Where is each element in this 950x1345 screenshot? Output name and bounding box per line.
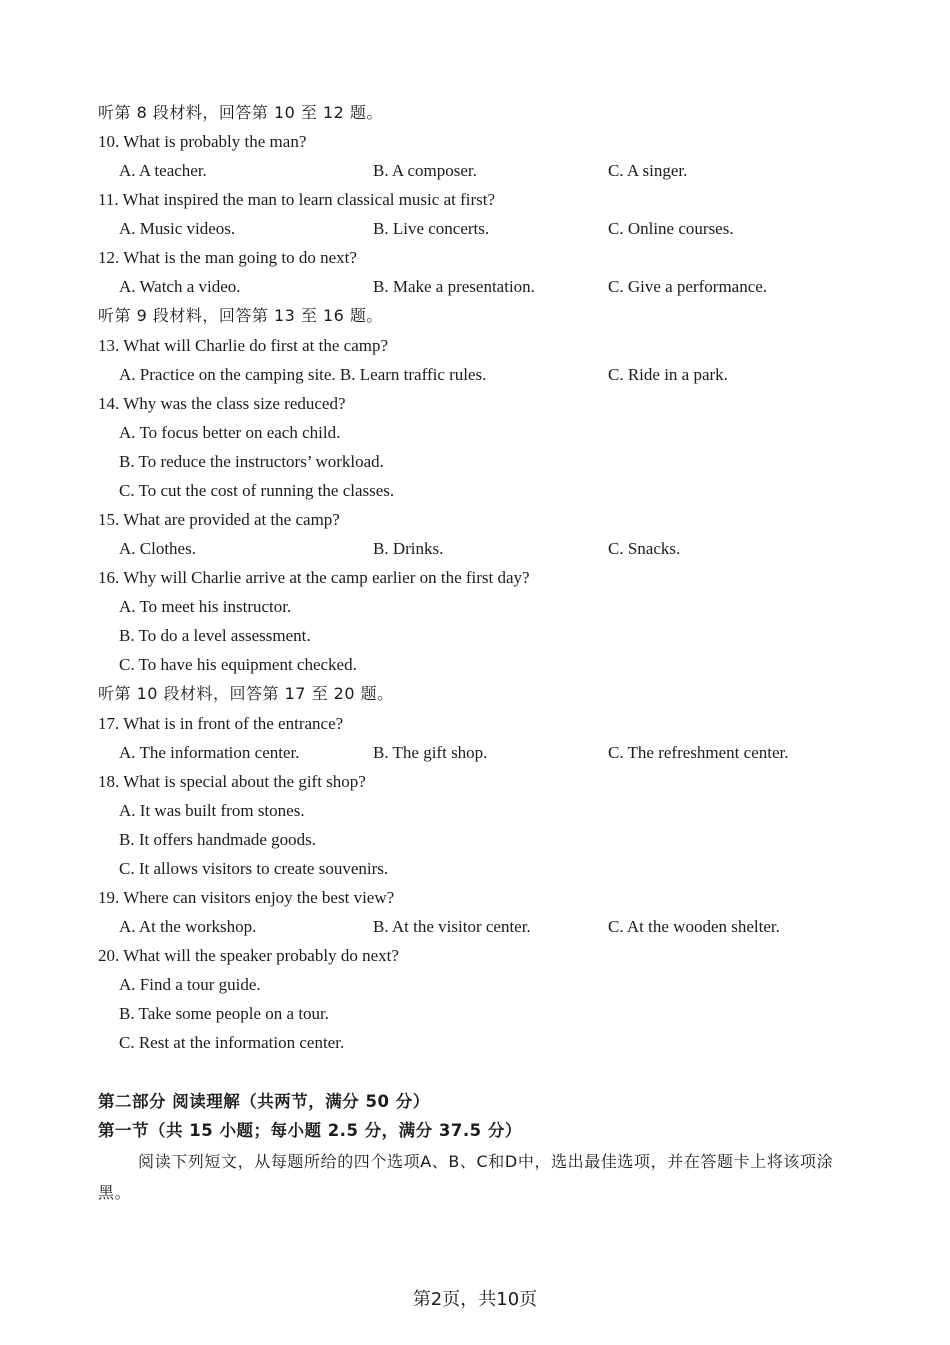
question-14-option-c: C. To cut the cost of running the classes. [119,481,395,500]
question-12-option-c: C. Give a performance. [608,277,768,296]
question-16-stem: 16. Why will Charlie arrive at the camp earlier on the first day? [98,568,530,587]
question-11-stem: 11. What inspired the man to learn classical music at first? [98,190,496,209]
question-18-option-c: C. It allows visitors to create souvenirs. [119,859,389,878]
part2-subtitle: 第一节（共 15 小题；每小题 2.5 分，满分 37.5 分） [98,1121,522,1140]
question-20-option-b: B. Take some people on a tour. [119,1004,330,1023]
question-12-stem: 12. What is the man going to do next? [98,248,357,267]
question-16-option-a: A. To meet his instructor. [119,597,292,616]
question-13-stem: 13. What will Charlie do first at the camp? [98,336,389,355]
question-10-stem: 10. What is probably the man? [98,132,307,151]
question-13-option-ab: A. Practice on the camping site. B. Learn traffic rules. [119,365,487,384]
question-20-option-a: A. Find a tour guide. [119,975,261,994]
question-20-option-c: C. Rest at the information center. [119,1033,345,1052]
part2-title: 第二部分 阅读理解（共两节，满分 50 分） [98,1092,430,1111]
question-16-option-c: C. To have his equipment checked. [119,655,357,674]
question-19-option-a: A. At the workshop. [119,917,257,936]
question-19-option-c: C. At the wooden shelter. [608,917,780,936]
question-11-option-c: C. Online courses. [608,219,734,238]
question-10-option-a: A. A teacher. [119,161,207,180]
question-16-option-b: B. To do a level assessment. [119,626,311,645]
part2-instructions: 阅读下列短文，从每题所给的四个选项A、B、C和D中，选出最佳选项，并在答题卡上将该项涂黑。 [98,1152,834,1202]
question-19-stem: 19. Where can visitors enjoy the best view? [98,888,395,907]
question-11-option-b: B. Live concerts. [373,219,490,238]
question-17-stem: 17. What is in front of the entrance? [98,714,344,733]
section-header-8: 听第 8 段材料，回答第 10 至 12 题。 [98,103,383,122]
question-17-option-c: C. The refreshment center. [608,743,789,762]
question-15-option-c: C. Snacks. [608,539,681,558]
question-11-option-a: A. Music videos. [119,219,236,238]
question-14-option-a: A. To focus better on each child. [119,423,341,442]
question-14-option-b: B. To reduce the instructors’ workload. [119,452,384,471]
question-19-option-b: B. At the visitor center. [373,917,531,936]
question-15-stem: 15. What are provided at the camp? [98,510,340,529]
question-13-option-c: C. Ride in a park. [608,365,728,384]
section-header-10: 听第 10 段材料，回答第 17 至 20 题。 [98,684,394,703]
page-footer: 第2页，共10页 [412,1289,538,1310]
question-10-option-c: C. A singer. [608,161,688,180]
question-17-option-b: B. The gift shop. [373,743,488,762]
question-18-option-a: A. It was built from stones. [119,801,305,820]
question-10-option-b: B. A composer. [373,161,477,180]
question-12-option-a: A. Watch a video. [119,277,241,296]
question-18-stem: 18. What is special about the gift shop? [98,772,366,791]
question-15-option-b: B. Drinks. [373,539,444,558]
question-17-option-a: A. The information center. [119,743,300,762]
question-14-stem: 14. Why was the class size reduced? [98,394,346,413]
question-18-option-b: B. It offers handmade goods. [119,830,317,849]
question-15-option-a: A. Clothes. [119,539,196,558]
question-12-option-b: B. Make a presentation. [373,277,535,296]
section-header-9: 听第 9 段材料，回答第 13 至 16 题。 [98,306,383,325]
question-20-stem: 20. What will the speaker probably do next? [98,946,399,965]
